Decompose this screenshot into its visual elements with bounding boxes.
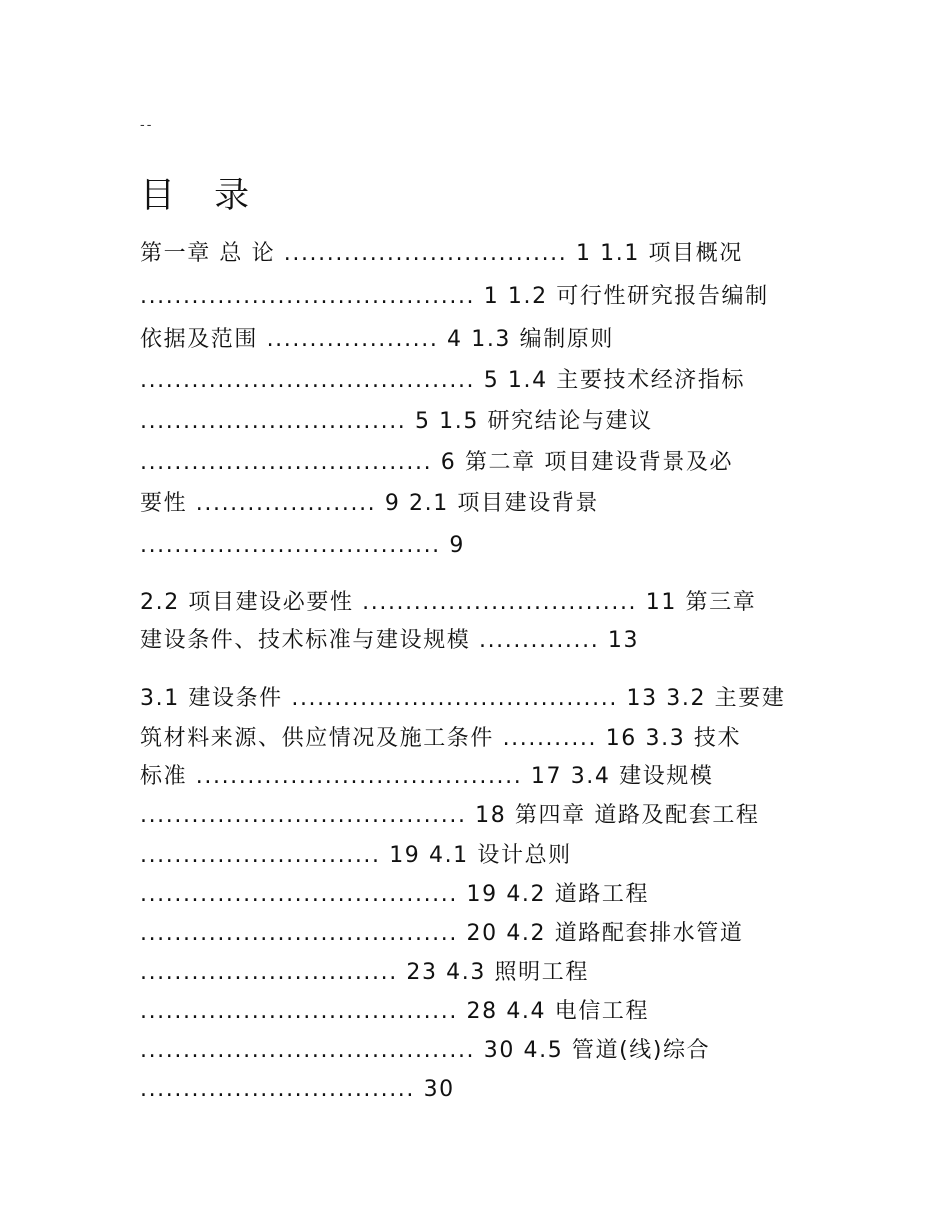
toc-line: ..................................... 20 4.2 道路配套排水管道 <box>140 921 744 946</box>
toc-line: 依据及范围 .................... 4 1.3 编制原则 <box>140 327 615 352</box>
toc-line: .............................. 23 4.3 照明工程 <box>140 960 589 985</box>
toc-line: ....................................... 30 4.5 管道(线)综合 <box>140 1038 711 1063</box>
toc-line: .................................. 6 第二章 项目建设背景及必 <box>140 450 734 475</box>
toc-line: 标准 ...................................... 17 3.4 建设规模 <box>140 764 714 789</box>
toc-title: 目 录 <box>140 176 264 216</box>
toc-line: 第一章 总 论 ................................. 1 1.1 项目概况 <box>140 241 743 266</box>
toc-line: ....................................... 5 1.4 主要技术经济指标 <box>140 368 746 393</box>
toc-line: 2.2 项目建设必要性 ................................ 11 第三章 <box>140 590 757 615</box>
toc-line: 筑材料来源、供应情况及施工条件 ........... 16 3.3 技术 <box>140 726 742 751</box>
toc-line: ..................................... 28 4.4 电信工程 <box>140 999 650 1024</box>
toc-line: ................................... 9 <box>140 533 465 558</box>
toc-line: ................................ 30 <box>140 1077 455 1102</box>
toc-line: ...................................... 18 第四章 道路及配套工程 <box>140 803 760 828</box>
toc-line: 3.1 建设条件 ...................................... 13 3.2 主要建 <box>140 686 786 711</box>
toc-line: ............................ 19 4.1 设计总则 <box>140 843 572 868</box>
toc-line: 建设条件、技术标准与建设规模 .............. 13 <box>140 628 640 653</box>
toc-line: ..................................... 19 4.2 道路工程 <box>140 882 650 907</box>
header-mark: -- <box>140 118 154 133</box>
toc-line: ............................... 5 1.5 研究结论与建议 <box>140 409 653 434</box>
toc-line: 要性 ..................... 9 2.1 项目建设背景 <box>140 491 600 516</box>
toc-line: ....................................... 1 1.2 可行性研究报告编制 <box>140 284 769 309</box>
